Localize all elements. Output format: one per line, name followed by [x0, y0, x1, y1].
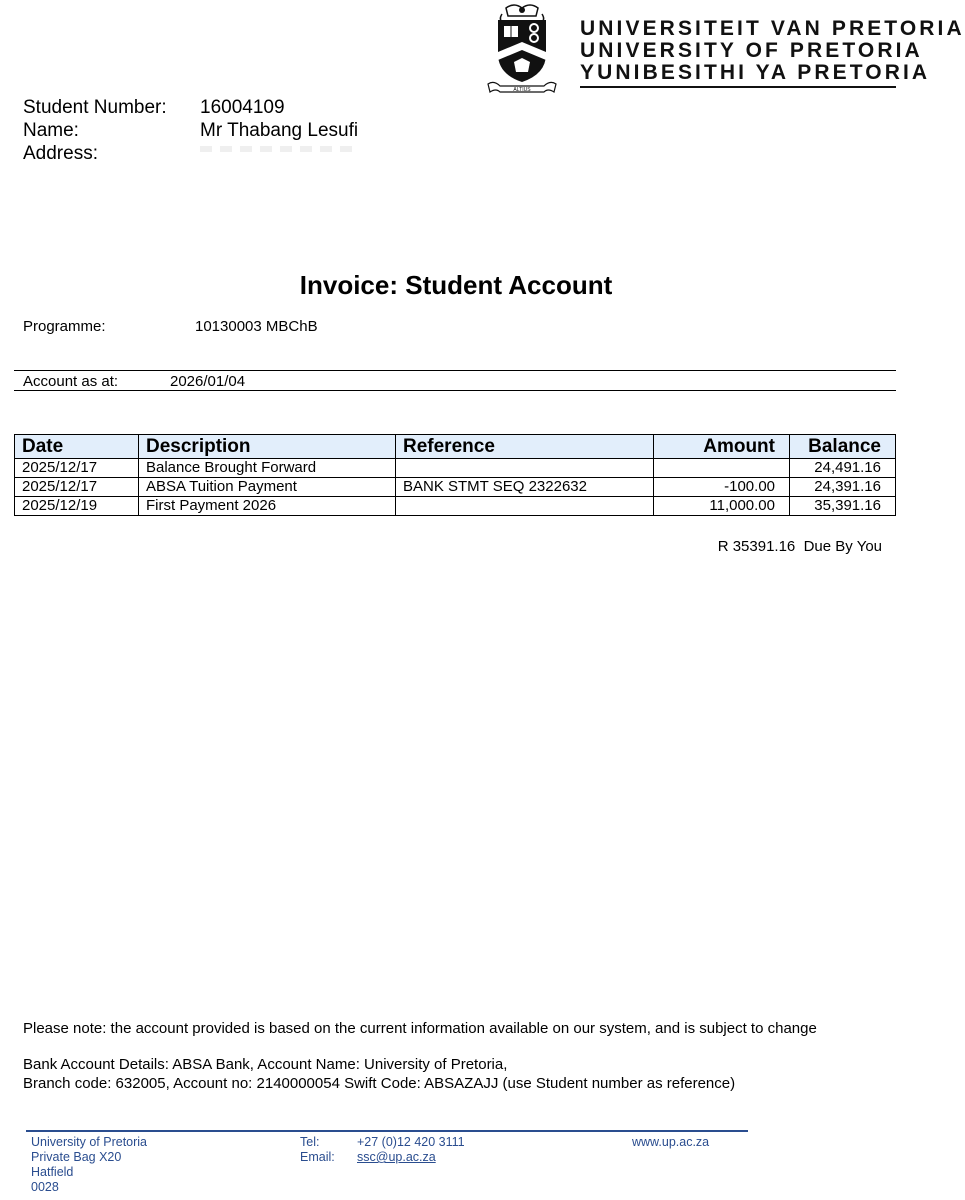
invoice-title: Invoice: Student Account: [299, 270, 613, 300]
logo-underline: [580, 86, 896, 88]
university-name-afrikaans: UNIVERSITEIT VAN PRETORIA: [580, 17, 965, 40]
cell-date: 2025/12/17: [15, 459, 139, 478]
programme-value: 10130003 MBChB: [195, 318, 318, 335]
footer-address-line: 0028: [31, 1180, 59, 1194]
account-bottom-rule: [14, 390, 896, 391]
ledger-table: [14, 434, 896, 516]
footer-address-line: Hatfield: [31, 1165, 74, 1179]
address-redaction: [200, 146, 360, 152]
column-header-date: Date: [15, 435, 139, 459]
column-header-description: Description: [139, 435, 396, 459]
cell-description: First Payment 2026: [139, 497, 396, 516]
student-name-label: Name:: [23, 120, 79, 141]
table-row: [15, 497, 896, 516]
footer-email-label: Email:: [300, 1150, 335, 1164]
cell-amount: -100.00: [654, 478, 790, 497]
footer-website[interactable]: www.up.ac.za: [632, 1135, 710, 1149]
cell-reference: BANK STMT SEQ 2322632: [396, 478, 654, 497]
footer-address-line: Private Bag X20: [31, 1150, 122, 1164]
cell-reference: [396, 497, 654, 516]
cell-description: ABSA Tuition Payment: [139, 478, 396, 497]
student-name-value: Mr Thabang Lesufi: [200, 120, 359, 141]
footer-tel-label: Tel:: [300, 1135, 320, 1149]
footer-rule: [26, 1130, 748, 1132]
cell-description: Balance Brought Forward: [139, 459, 396, 478]
cell-balance: 35,391.16: [790, 497, 896, 516]
university-name-english: UNIVERSITY OF PRETORIA: [580, 39, 923, 62]
student-number-label: Student Number:: [23, 97, 167, 118]
cell-amount: [654, 459, 790, 478]
student-number-value: 16004109: [200, 97, 285, 118]
cell-reference: [396, 459, 654, 478]
table-row: [15, 459, 896, 478]
cell-amount: 11,000.00: [654, 497, 790, 516]
column-header-amount: Amount: [654, 435, 790, 459]
cell-date: 2025/12/19: [15, 497, 139, 516]
university-names: [580, 18, 965, 84]
footer-email-link[interactable]: ssc@up.ac.za: [357, 1150, 436, 1164]
cell-balance: 24,491.16: [790, 459, 896, 478]
ledger-header-row: [15, 435, 896, 459]
footer-tel-value: +27 (0)12 420 3111: [357, 1135, 465, 1149]
crest-motto: ALTIUS: [513, 87, 531, 93]
programme-label: Programme:: [23, 318, 106, 335]
amount-due: R 35391.16 Due By You: [717, 538, 882, 555]
account-as-at-label: Account as at:: [23, 373, 119, 390]
student-address-label: Address:: [23, 143, 98, 164]
bank-details-line1: Bank Account Details: ABSA Bank, Account Name: University of Pretoria,: [23, 1056, 508, 1073]
university-name-sepedi: YUNIBESITHI YA PRETORIA: [580, 61, 931, 84]
cell-balance: 24,391.16: [790, 478, 896, 497]
footer-address-line: University of Pretoria: [31, 1135, 148, 1149]
account-as-at-value: 2026/01/04: [170, 373, 246, 390]
column-header-balance: Balance: [790, 435, 896, 459]
account-top-rule: [14, 370, 896, 371]
column-header-reference: Reference: [396, 435, 654, 459]
table-row: [15, 478, 896, 497]
bank-details-line2: Branch code: 632005, Account no: 2140000054 Swift Code: ABSAZAJJ (use Student number as reference): [23, 1075, 736, 1092]
university-crest-logo: [484, 2, 560, 98]
cell-date: 2025/12/17: [15, 478, 139, 497]
disclaimer-note: Please note: the account provided is based on the current information available on our system, and is subject to change: [23, 1020, 817, 1037]
footer-address: [31, 1135, 147, 1195]
